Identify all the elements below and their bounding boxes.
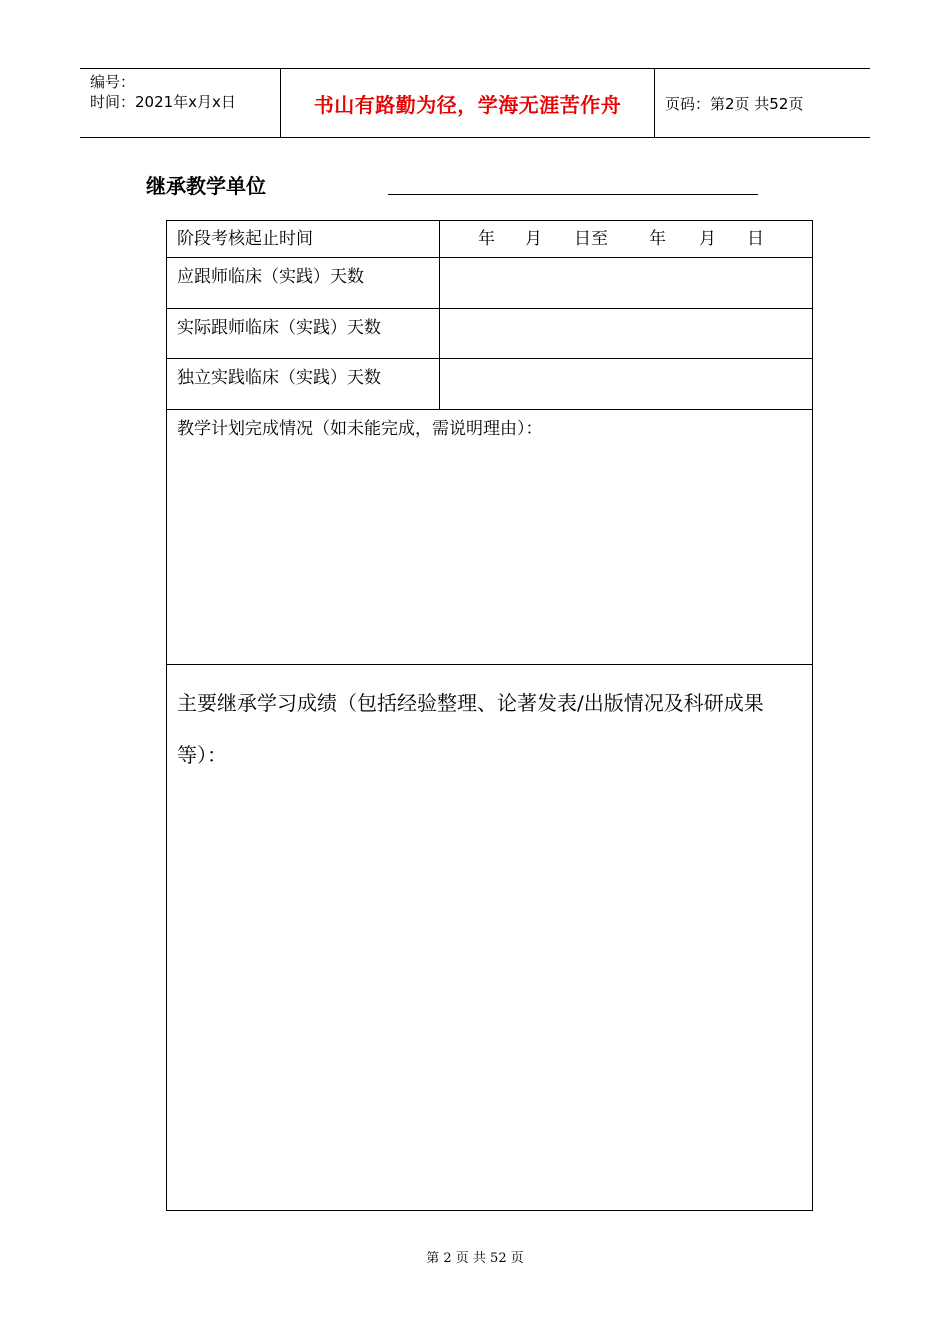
row-label: 实际跟师临床（实践）天数 bbox=[167, 309, 440, 358]
row-label: 应跟师临床（实践）天数 bbox=[167, 258, 440, 308]
period-row bbox=[167, 221, 812, 258]
header-meta bbox=[80, 69, 280, 137]
document-header bbox=[80, 68, 870, 138]
header-motto: 书山有路勤为径，学海无涯苦作舟 bbox=[280, 69, 655, 137]
date-part: 年 bbox=[649, 229, 666, 249]
table-row bbox=[167, 359, 812, 410]
assessment-form bbox=[166, 220, 813, 1211]
unit-input-line[interactable] bbox=[388, 194, 758, 195]
achievement-label: 主要继承学习成绩（包括经验整理、论著发表/出版情况及科研成果等）： bbox=[177, 691, 764, 767]
number-label: 编号： bbox=[90, 73, 136, 91]
period-date-field[interactable] bbox=[440, 221, 812, 257]
table-row bbox=[167, 258, 812, 309]
period-label: 阶段考核起止时间 bbox=[167, 221, 440, 257]
plan-section[interactable] bbox=[167, 410, 812, 665]
row-label: 独立实践临床（实践）天数 bbox=[167, 359, 440, 409]
page-footer: 第 2 页 共 52 页 bbox=[426, 1251, 524, 1266]
date-part: 日至 bbox=[574, 229, 608, 249]
row-value-field[interactable] bbox=[440, 359, 812, 409]
row-value-field[interactable] bbox=[440, 309, 812, 358]
table-row bbox=[167, 309, 812, 359]
date-part: 日 bbox=[747, 229, 764, 249]
row-value-field[interactable] bbox=[440, 258, 812, 308]
achievement-section[interactable] bbox=[167, 665, 812, 1210]
header-page-code: 页码：第2页 共52页 bbox=[665, 94, 804, 113]
time-label: 时间：2021年x月x日 bbox=[90, 93, 236, 111]
date-part: 月 bbox=[525, 229, 542, 249]
date-part: 月 bbox=[699, 229, 716, 249]
unit-label: 继承教学单位 bbox=[146, 174, 266, 198]
date-part: 年 bbox=[478, 229, 495, 249]
plan-label: 教学计划完成情况（如未能完成，需说明理由）： bbox=[177, 419, 543, 439]
